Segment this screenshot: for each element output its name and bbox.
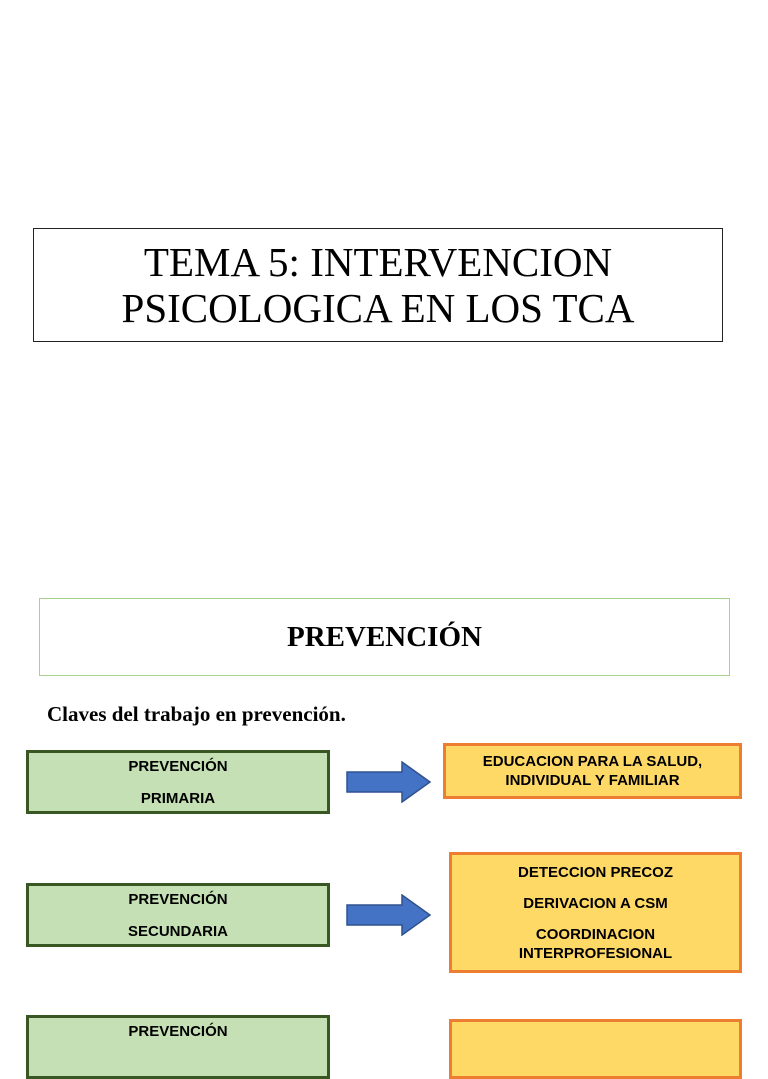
prevention-level-label: PREVENCIÓN bbox=[128, 757, 228, 775]
section-heading: PREVENCIÓN bbox=[287, 620, 482, 653]
prevention-level-label: PREVENCIÓN bbox=[128, 1023, 228, 1040]
title-line-2: PSICOLOGICA EN LOS TCA bbox=[121, 285, 635, 331]
prevention-action-box-tertiary bbox=[449, 1019, 742, 1079]
prevention-level-box-primary bbox=[26, 750, 330, 814]
prevention-level-type: SECUNDARIA bbox=[127, 922, 228, 940]
title-box bbox=[33, 228, 723, 342]
prevention-action-box-secondary bbox=[449, 852, 742, 973]
right-arrow-icon bbox=[346, 761, 432, 803]
prevention-action-text: DETECCION PRECOZ bbox=[517, 863, 673, 881]
prevention-action-box-primary bbox=[443, 743, 742, 799]
section-heading-box bbox=[39, 598, 730, 676]
section-subtitle: Claves del trabajo en prevención. bbox=[47, 702, 346, 726]
right-arrow-icon bbox=[346, 894, 432, 936]
prevention-action-text: EDUCACION PARA LA SALUD, INDIVIDUAL Y FAMILIAR bbox=[482, 753, 703, 789]
title-line-1: TEMA 5: INTERVENCION bbox=[143, 239, 613, 285]
prevention-level-label: PREVENCIÓN bbox=[128, 890, 228, 908]
prevention-action-text: COORDINACION INTERPROFESIONAL bbox=[518, 925, 673, 962]
prevention-level-type: PRIMARIA bbox=[140, 789, 216, 807]
prevention-level-box-secondary bbox=[26, 883, 330, 947]
prevention-level-box-tertiary bbox=[26, 1015, 330, 1079]
prevention-action-text: DERIVACION A CSM bbox=[523, 894, 668, 912]
